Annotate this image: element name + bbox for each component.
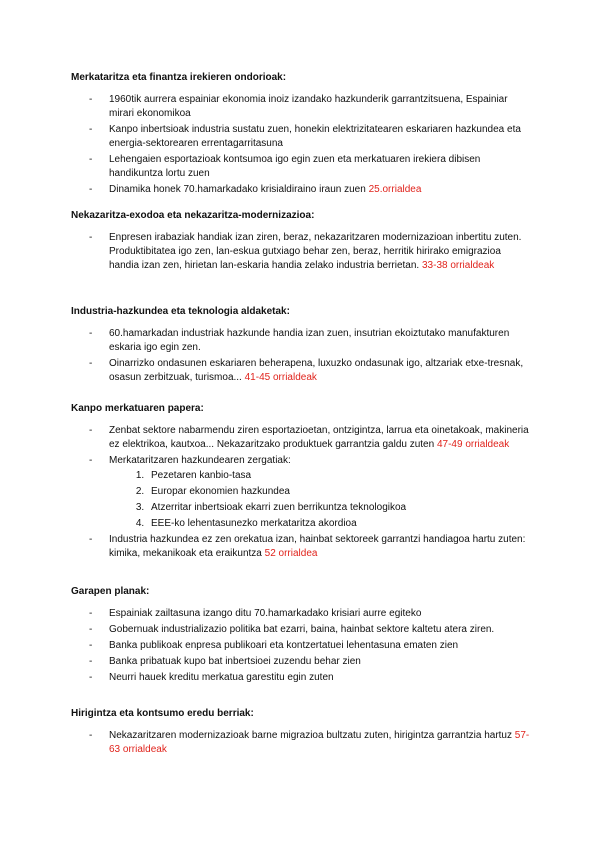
item-text: Oinarrizko ondasunen eskariaren beherapena, luxuzko ondasunak igo, altzariak etxe-tresnak, osasun zerbitzuak, turismoa... <box>109 358 524 383</box>
section-garapen-planak <box>71 585 531 687</box>
section-hirigintza <box>71 707 531 759</box>
list-item <box>71 454 531 531</box>
item-text: Zenbat sektore nabarmendu ziren esportazioetan, ontzigintza, larrua eta oinetakoak, makineria ez elektrikoa, kautxoa... Nekazaritzako produktuek garrantzia galdu zuten <box>109 425 529 450</box>
numbered-sublist <box>109 469 531 531</box>
item-text: 60.hamarkadan industriak hazkunde handia izan zuen, insutrian ekoiztutako manufakturen eskaria igo egin zen. <box>109 328 510 353</box>
list-item <box>71 327 531 355</box>
list-item <box>71 607 531 621</box>
section-title: Hirigintza eta kontsumo eredu berriak: <box>71 708 254 719</box>
list-item <box>71 231 531 273</box>
list-item <box>71 93 531 121</box>
list-item <box>71 639 531 653</box>
list-item <box>71 123 531 151</box>
page-reference: 41-45 orrialdeak <box>244 372 317 383</box>
section-title: Kanpo merkatuaren papera: <box>71 403 204 414</box>
bullet-list <box>71 424 531 561</box>
bullet-list <box>71 607 531 685</box>
bullet-list <box>71 327 531 385</box>
sublist-item: 4. EEE-ko lehentasunezko merkataritza akordioa <box>147 517 531 531</box>
item-text: Banka pribatuak kupo bat inbertsioei zuzendu behar zien <box>109 656 361 667</box>
item-text: Lehengaien esportazioak kontsumoa igo egin zuen eta merkatuaren irekiera dibisen handikuntza lortu zuen <box>109 154 481 179</box>
page-reference: 25.orrialdea <box>368 184 422 195</box>
sublist-item: 2. Europar ekonomien hazkundea <box>147 485 531 499</box>
bullet-list <box>71 93 531 197</box>
sublist-item: 3. Atzerritar inbertsioak ekarri zuen berrikuntza teknologikoa <box>147 501 531 515</box>
section-title: Merkataritza eta finantza irekieren ondorioak: <box>71 72 287 83</box>
list-item <box>71 153 531 181</box>
item-text: Banka publikoak enpresa publikoari eta kontzertatuei lehentasuna ematen zien <box>109 640 459 651</box>
list-item <box>71 533 531 561</box>
section-kanpo-merkatua <box>71 402 531 563</box>
list-item <box>71 671 531 685</box>
list-item <box>71 729 531 757</box>
item-text: Espainiak zailtasuna izango ditu 70.hamarkadako krisiari aurre egiteko <box>109 608 422 619</box>
list-item <box>71 623 531 637</box>
section-title: Industria-hazkundea eta teknologia aldaketak: <box>71 306 290 317</box>
item-text: 1960tik aurrera espainiar ekonomia inoiz izandako hazkunderik garrantzitsuena, Espainiar mirari ekonomikoa <box>109 94 508 119</box>
section-nekazaritza <box>71 209 531 275</box>
item-text: Gobernuak industrializazio politika bat ezarri, baina, hainbat sektore kaltetu atera ziren. <box>109 624 495 635</box>
list-item <box>71 655 531 669</box>
page-reference: 52 orrialdea <box>264 548 318 559</box>
bullet-list <box>71 729 531 757</box>
section-title: Nekazaritza-exodoa eta nekazaritza-modernizazioa: <box>71 210 315 221</box>
item-text: Dinamika honek 70.hamarkadako krisialdiraino iraun zuen <box>109 184 366 195</box>
item-text: Enpresen irabaziak handiak izan ziren, beraz, nekazaritzaren modernizazioan inbertitu zuten. Produktibitatea igo zen, lan-eskua gutxiago behar zen, beraz, herritik hirirako emigrazioa handia izan zen, hirietan lan-eskaria handia zelako industria berrietan. <box>109 232 522 271</box>
bullet-list <box>71 231 531 273</box>
item-text: Industria hazkundea ez zen orekatua izan, hainbat sektoreek garrantzi handiagoa hartu zuten: kimika, mekanikoak eta eraikuntza <box>109 534 526 559</box>
sublist-item: 1. Pezetaren kanbio-tasa <box>147 469 531 483</box>
list-item <box>71 183 531 197</box>
item-text: Kanpo inbertsioak industria sustatu zuen, honekin elektrizitatearen eskariaren hazkundea eta energia-sektorearen errentagarritasuna <box>109 124 521 149</box>
page-reference: 47-49 orrialdeak <box>436 439 510 450</box>
section-title: Garapen planak: <box>71 586 150 597</box>
page-reference: 33-38 orrialdeak <box>421 260 495 271</box>
item-text: Nekazaritzaren modernizazioak barne migrazioa bultzatu zuten, hirigintza garrantzia hartuz <box>109 730 512 741</box>
item-text: Neurri hauek kreditu merkatua garestitu egin zuten <box>109 672 334 683</box>
section-merkataritza <box>71 71 531 199</box>
page-reference: 57-63 orrialdeak <box>109 730 530 755</box>
list-item <box>71 357 531 385</box>
list-item <box>71 424 531 452</box>
item-text: Merkataritzaren hazkundearen zergatiak: <box>109 455 291 466</box>
section-industria <box>71 305 531 387</box>
